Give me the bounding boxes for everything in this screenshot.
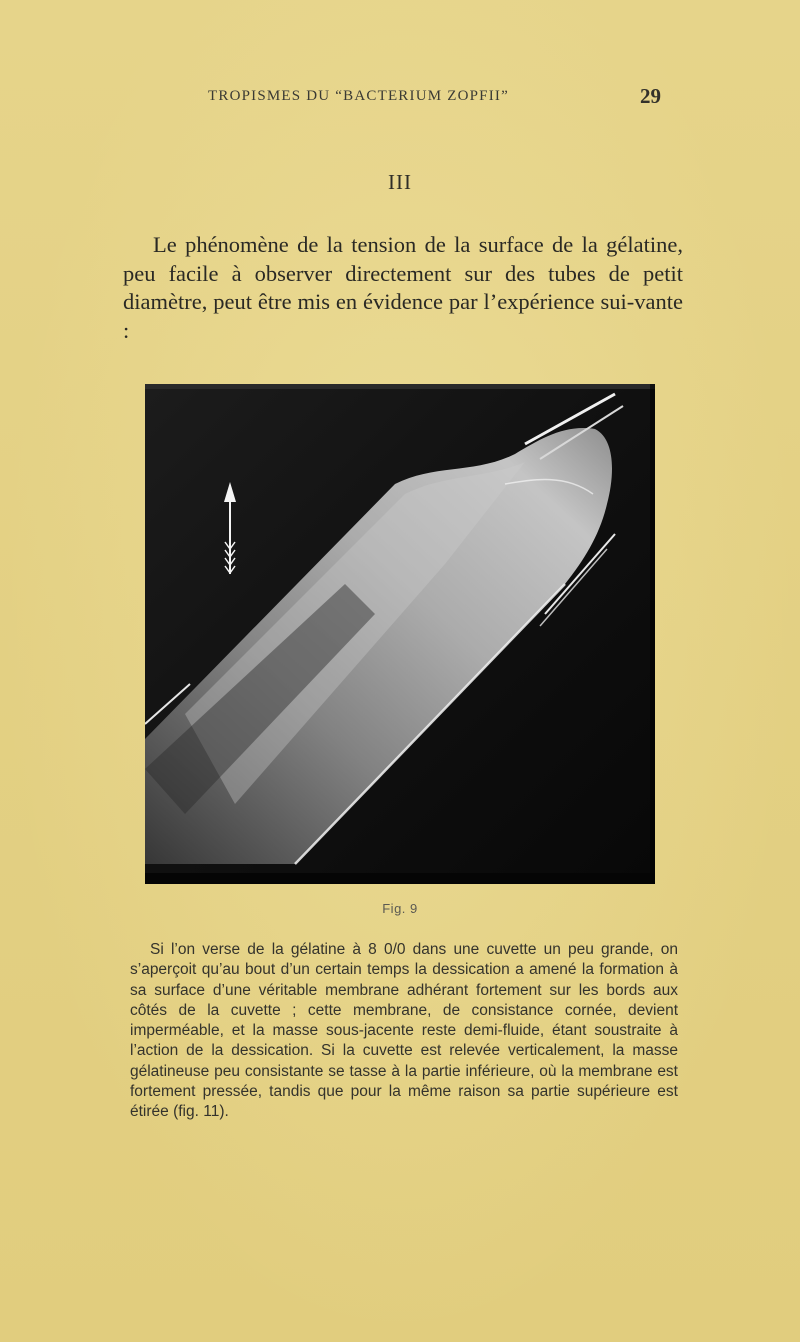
running-title: TROPISMES DU “BACTERIUM ZOPFII” bbox=[208, 88, 509, 104]
body-paragraph: Si l’on verse de la gélatine à 8 0/0 dans une cuvette un peu grande, on s’aperçoit qu’au bout d’un certain temps la dessication a amené la formation à sa surface d’une véritable membrane adhérant fortement sur les bords aux côtés de la cuvette ; cette membrane, de consistance cornée, devient imperméable, et la masse sous-jacente reste demi-fluide, étant soustraite à l’action de la dessication. Si la cuvette est relevée verticalement, la masse gélatineuse peu consistante se tasse à la partie inférieure, où la membrane est fortement pressée, tandis que pour la même raison sa partie supérieure est étirée (fig. 11). bbox=[130, 941, 678, 1121]
page-number: 29 bbox=[640, 84, 661, 108]
gelatin-membrane-photo bbox=[145, 384, 655, 884]
section-number: III bbox=[388, 170, 412, 194]
figure-caption: Fig. 9 bbox=[382, 901, 418, 916]
figure-photograph bbox=[145, 384, 655, 884]
running-head bbox=[0, 84, 800, 112]
intro-paragraph: Le phénomène de la tension de la surface de la gélatine, peu facile à observer directement sur des tubes de petit diamètre, peut être mis en évidence par l’expérience sui-vante : bbox=[123, 232, 683, 343]
